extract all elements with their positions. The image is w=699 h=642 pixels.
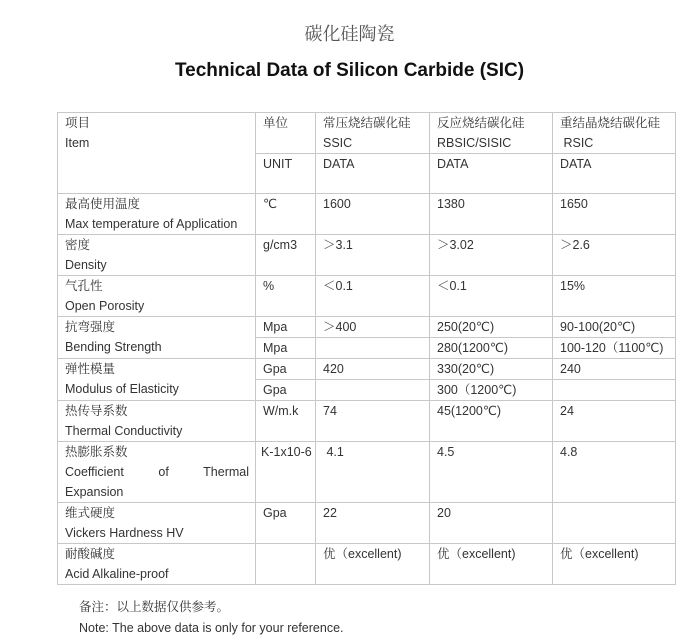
table-row [58,235,676,276]
table-row [58,276,676,317]
value-cell: ＞3.1 [316,235,430,276]
header-col-rsic: 重结晶烧结碳化硅 RSIC [553,113,676,154]
item-cell: 最高使用温度 Max temperature of Application [58,194,256,235]
value-cell: 4.8 [553,442,676,503]
value-cell: 1380 [430,194,553,235]
item-cell: 维式硬度 Vickers Hardness HV [58,503,256,544]
table-row [58,401,676,442]
unit-cell: Gpa [256,503,316,544]
value-cell: ＞400 [316,317,430,338]
value-cell: 4.5 [430,442,553,503]
value-cell: ＞2.6 [553,235,676,276]
item-cell: 抗弯强度 Bending Strength [58,317,256,359]
value-cell: 优（excellent) [430,544,553,585]
value-cell: 1650 [553,194,676,235]
table-header-row [58,113,676,154]
table-row [58,359,676,380]
page-title-cn: 碳化硅陶瓷 [304,24,395,45]
value-cell [553,503,676,544]
unit-cell: Gpa [256,359,316,380]
value-cell: 24 [553,401,676,442]
header-item-en: Item [65,136,90,150]
page-title-en: Technical Data of Silicon Carbide (SIC) [174,60,525,81]
value-cell: 280(1200℃) [430,338,553,359]
unit-cell: % [256,276,316,317]
footnote-cn: 备注：以上数据仅供参考。 [79,600,230,614]
value-cell: 22 [316,503,430,544]
value-cell: 4.1 [316,442,430,503]
footnote-en: Note: The above data is only for your reference. [79,621,344,635]
value-cell: 1600 [316,194,430,235]
header-item [58,113,256,194]
header-data-label: DATA [316,154,430,194]
header-data-label: DATA [430,154,553,194]
table-row [58,317,676,338]
unit-cell: K-1x10-6 [256,442,316,503]
unit-cell: Mpa [256,317,316,338]
value-cell: 100-120（1100℃) [553,338,676,359]
item-cell: 热传导系数 Thermal Conductivity [58,401,256,442]
value-cell: 74 [316,401,430,442]
header-col-rbsic: 反应烧结碳化硅 RBSIC/SISIC [430,113,553,154]
value-cell: ＞3.02 [430,235,553,276]
value-cell: 90-100(20℃) [553,317,676,338]
value-cell: 330(20℃) [430,359,553,380]
table-row [58,194,676,235]
value-cell: 优（excellent) [316,544,430,585]
value-cell [316,338,430,359]
unit-cell: Mpa [256,338,316,359]
header-col-ssic: 常压烧结碳化硅 SSIC [316,113,430,154]
value-cell: 250(20℃) [430,317,553,338]
value-cell: 300（1200℃) [430,380,553,401]
unit-cell: W/m.k [256,401,316,442]
footnote [79,597,344,639]
value-cell: 240 [553,359,676,380]
item-cell: 热膨胀系数 Coefficient of Thermal Expansion [58,442,256,503]
value-cell: 20 [430,503,553,544]
value-cell: ＜0.1 [316,276,430,317]
item-cell: 密度 Density [58,235,256,276]
header-data-label: DATA [553,154,676,194]
unit-cell: ℃ [256,194,316,235]
value-cell [553,380,676,401]
table-row [58,544,676,585]
item-cell: 弹性模量 Modulus of Elasticity [58,359,256,401]
value-cell: ＜0.1 [430,276,553,317]
header-item-cn: 项目 [65,116,91,130]
value-cell [316,380,430,401]
value-cell: 优（excellent) [553,544,676,585]
item-cell: 气孔性 Open Porosity [58,276,256,317]
header-unit-cn: 单位 [256,113,316,154]
header-unit-en: UNIT [256,154,316,194]
item-cell: 耐酸碱度 Acid Alkaline-proof [58,544,256,585]
value-cell: 45(1200℃) [430,401,553,442]
value-cell: 15% [553,276,676,317]
technical-data-table [57,112,676,585]
table-row [58,503,676,544]
unit-cell: g/cm3 [256,235,316,276]
table-row [58,442,676,503]
unit-cell: Gpa [256,380,316,401]
unit-cell [256,544,316,585]
value-cell: 420 [316,359,430,380]
